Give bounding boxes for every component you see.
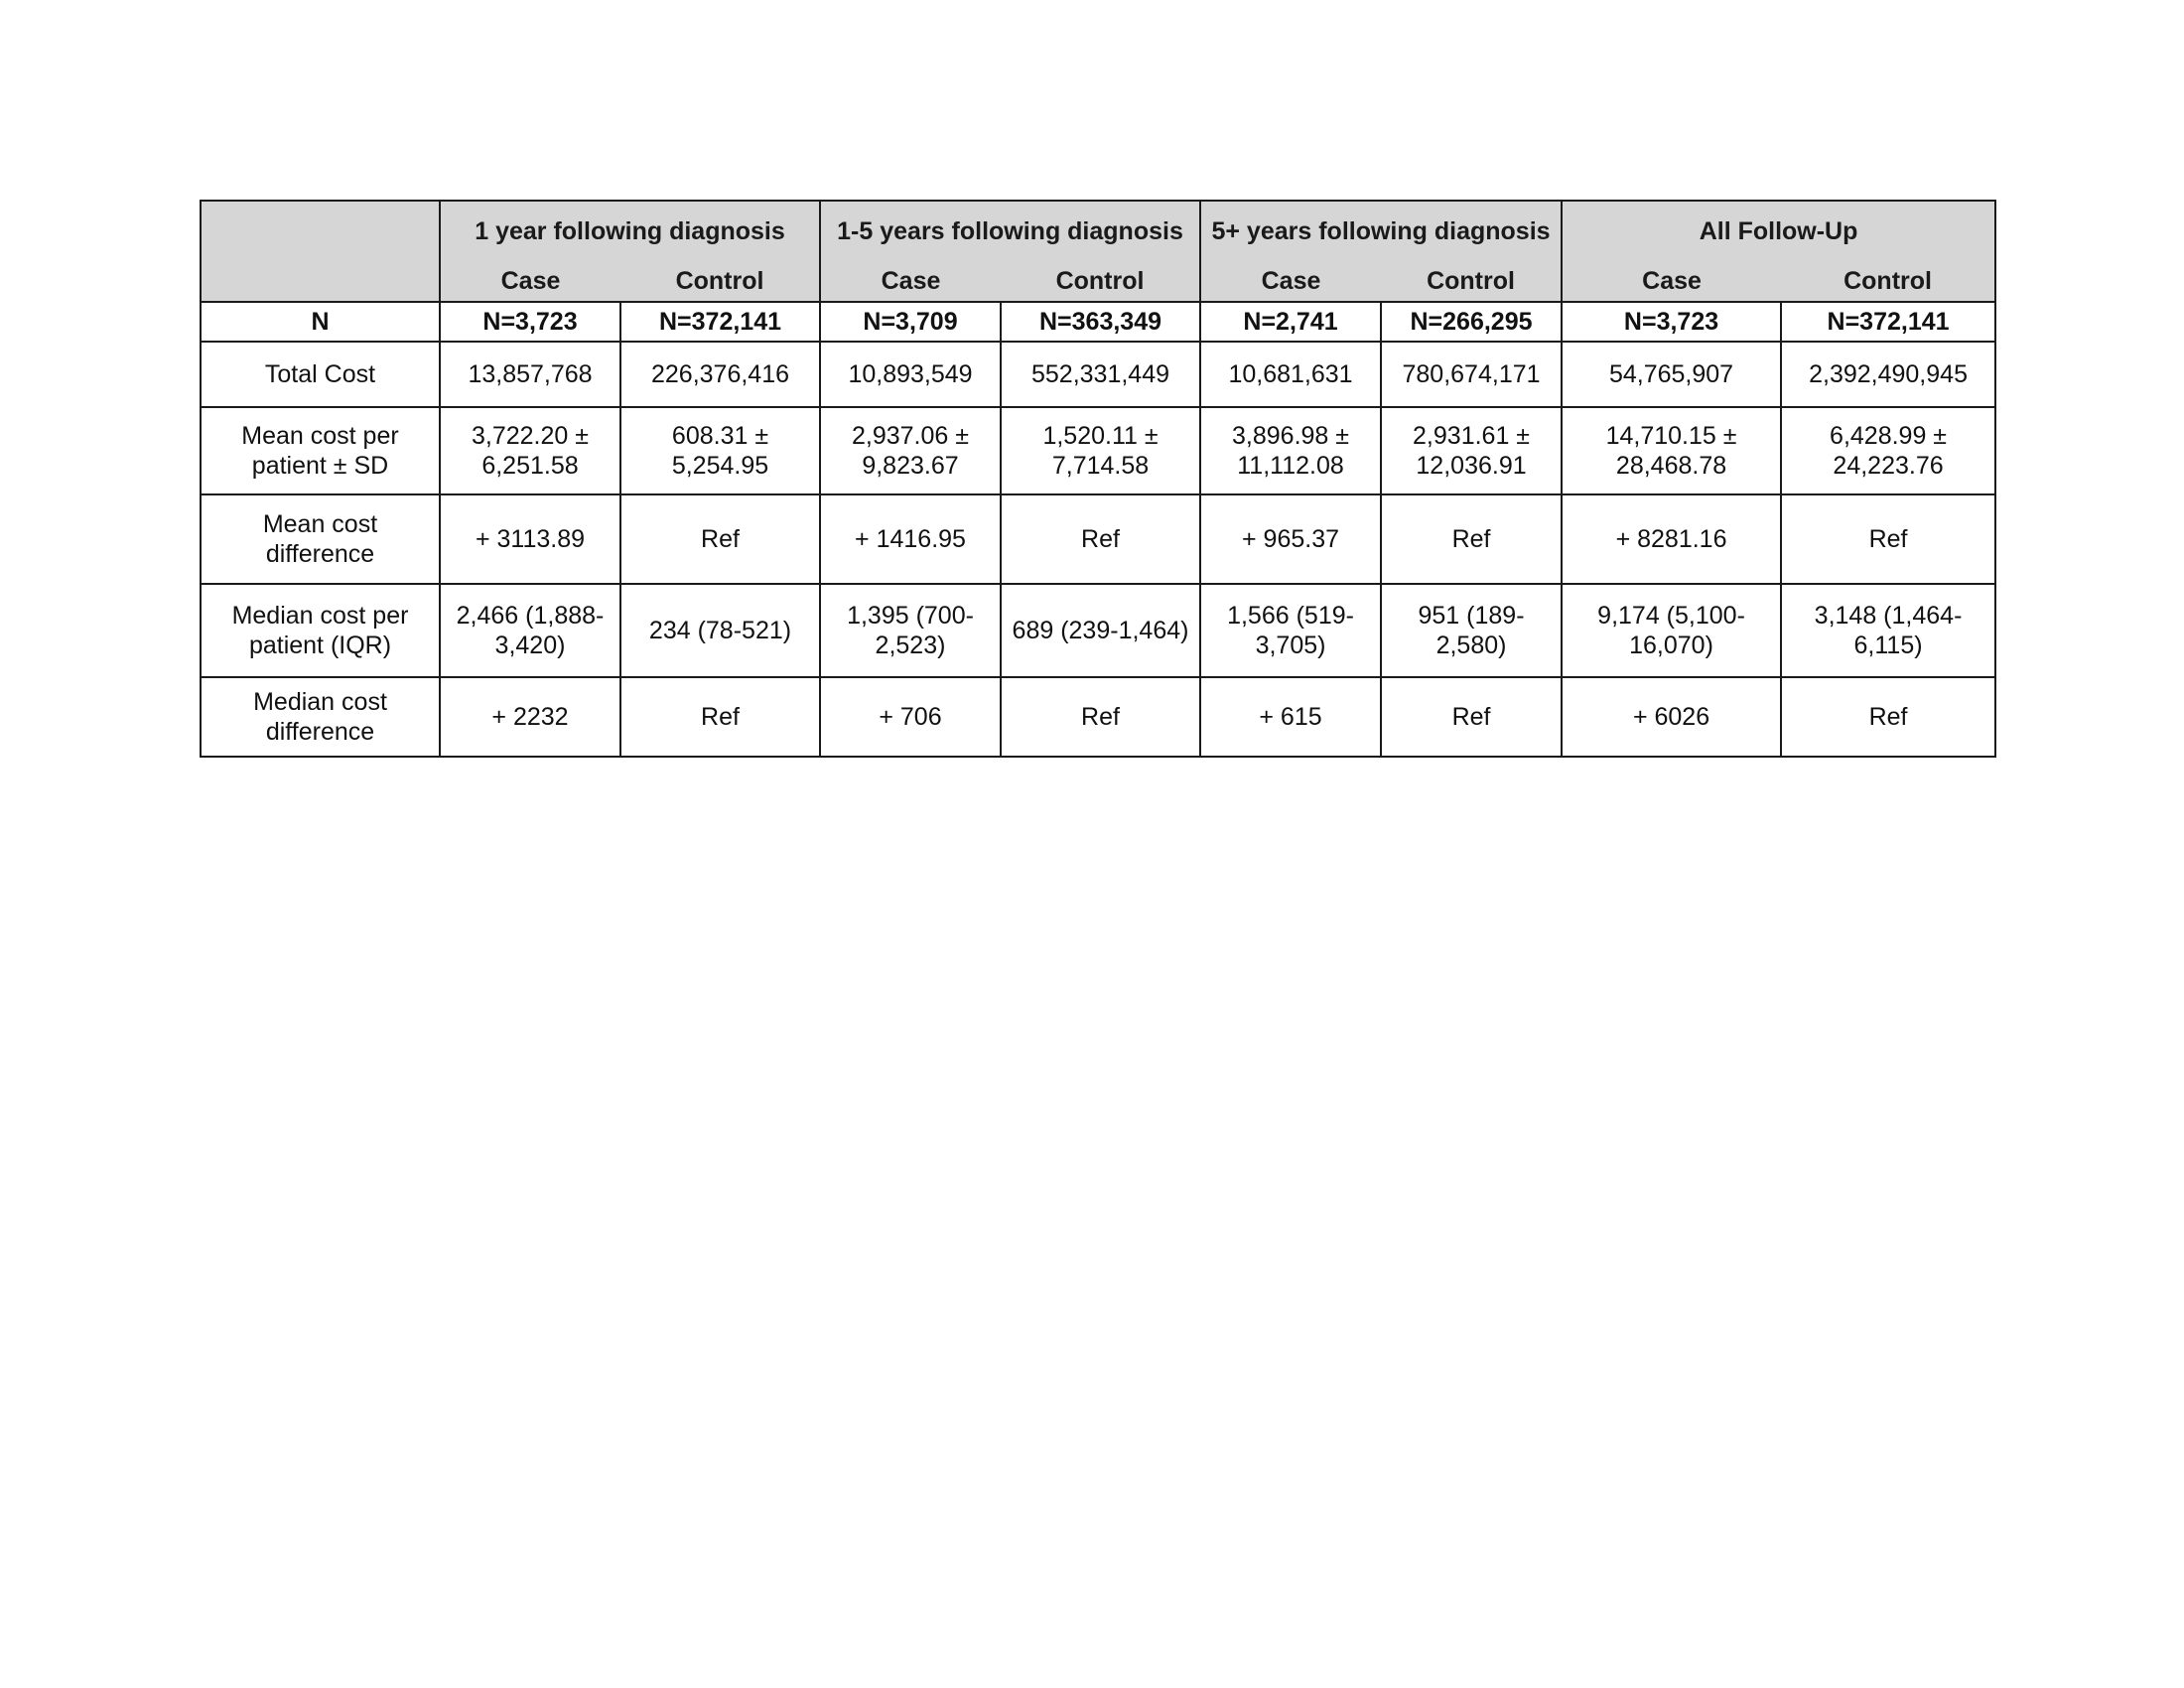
table-cell: 14,710.15 ± 28,468.78 (1562, 407, 1781, 494)
row-label: Median cost difference (201, 677, 440, 757)
subheader-case: Case (1562, 261, 1781, 302)
table-cell: Ref (620, 494, 820, 584)
row-label: Total Cost (201, 342, 440, 407)
table-cell: + 615 (1200, 677, 1381, 757)
table-cell: + 3113.89 (440, 494, 620, 584)
header-sub-row (201, 261, 1995, 302)
table-cell: + 706 (820, 677, 1001, 757)
table-cell: 9,174 (5,100-16,070) (1562, 584, 1781, 677)
table-row-total-cost (201, 342, 1995, 407)
table-cell: + 1416.95 (820, 494, 1001, 584)
table-cell: N=372,141 (1781, 302, 1995, 342)
table-cell: 3,896.98 ± 11,112.08 (1200, 407, 1381, 494)
table-cell: N=372,141 (620, 302, 820, 342)
table-cell: + 6026 (1562, 677, 1781, 757)
subheader-control: Control (620, 261, 820, 302)
subheader-control: Control (1781, 261, 1995, 302)
table-cell: 2,937.06 ± 9,823.67 (820, 407, 1001, 494)
group-header-all: All Follow-Up (1562, 201, 1995, 261)
table-cell: 10,893,549 (820, 342, 1001, 407)
table-row-mean-difference (201, 494, 1995, 584)
subheader-case: Case (440, 261, 620, 302)
row-label: Mean cost difference (201, 494, 440, 584)
header-group-row (201, 201, 1995, 261)
cost-comparison-table (200, 200, 1996, 758)
table-cell: N=3,723 (440, 302, 620, 342)
group-header-5plus: 5+ years following diagnosis (1200, 201, 1562, 261)
table-cell: Ref (1381, 677, 1562, 757)
table-cell: Ref (620, 677, 820, 757)
table-cell: N=363,349 (1001, 302, 1200, 342)
table-cell: N=3,723 (1562, 302, 1781, 342)
subheader-control: Control (1001, 261, 1200, 302)
table-body (201, 302, 1995, 757)
table-cell: + 2232 (440, 677, 620, 757)
table-row-median-difference (201, 677, 1995, 757)
table-cell: 2,392,490,945 (1781, 342, 1995, 407)
table-cell: N=3,709 (820, 302, 1001, 342)
table-row-median-cost (201, 584, 1995, 677)
table-cell: 6,428.99 ± 24,223.76 (1781, 407, 1995, 494)
table-cell: 13,857,768 (440, 342, 620, 407)
row-label: N (201, 302, 440, 342)
table-row-n (201, 302, 1995, 342)
table-cell: Ref (1001, 677, 1200, 757)
table-cell: 54,765,907 (1562, 342, 1781, 407)
table-cell: 1,566 (519-3,705) (1200, 584, 1381, 677)
table-cell: N=2,741 (1200, 302, 1381, 342)
subheader-case: Case (1200, 261, 1381, 302)
table-cell: 780,674,171 (1381, 342, 1562, 407)
header-corner-cell (201, 201, 440, 302)
subheader-control: Control (1381, 261, 1562, 302)
row-label: Median cost per patient (IQR) (201, 584, 440, 677)
table-cell: 552,331,449 (1001, 342, 1200, 407)
table-cell: + 965.37 (1200, 494, 1381, 584)
row-label: Mean cost per patient ± SD (201, 407, 440, 494)
table-cell: 3,148 (1,464-6,115) (1781, 584, 1995, 677)
table-cell: Ref (1381, 494, 1562, 584)
table-cell: 1,395 (700-2,523) (820, 584, 1001, 677)
table-cell: 234 (78-521) (620, 584, 820, 677)
table-cell: 1,520.11 ± 7,714.58 (1001, 407, 1200, 494)
table-cell: 2,466 (1,888-3,420) (440, 584, 620, 677)
table-cell: 2,931.61 ± 12,036.91 (1381, 407, 1562, 494)
table-cell: 10,681,631 (1200, 342, 1381, 407)
table-cell: 226,376,416 (620, 342, 820, 407)
table-cell: Ref (1781, 494, 1995, 584)
table-cell: Ref (1781, 677, 1995, 757)
table-row-mean-cost (201, 407, 1995, 494)
table-cell: N=266,295 (1381, 302, 1562, 342)
group-header-1-5yr: 1-5 years following diagnosis (820, 201, 1200, 261)
table-header (201, 201, 1995, 302)
table-cell: 951 (189-2,580) (1381, 584, 1562, 677)
table-cell: + 8281.16 (1562, 494, 1781, 584)
table-cell: 3,722.20 ± 6,251.58 (440, 407, 620, 494)
table-cell: 608.31 ± 5,254.95 (620, 407, 820, 494)
group-header-1yr: 1 year following diagnosis (440, 201, 820, 261)
table-cell: Ref (1001, 494, 1200, 584)
subheader-case: Case (820, 261, 1001, 302)
table-cell: 689 (239-1,464) (1001, 584, 1200, 677)
